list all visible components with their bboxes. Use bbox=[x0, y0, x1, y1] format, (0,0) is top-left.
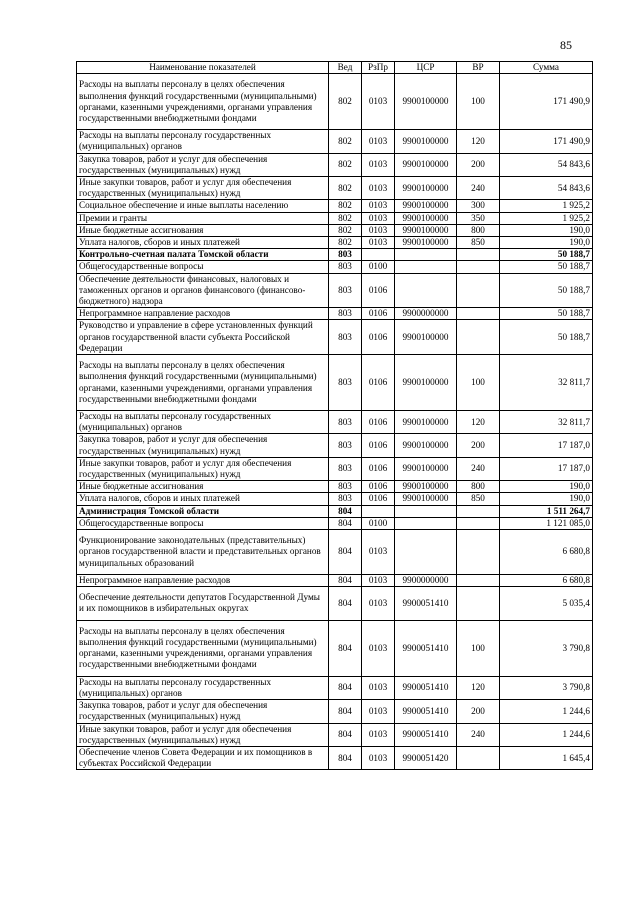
row-rzpr: 0103 bbox=[362, 224, 395, 236]
table-header-row bbox=[77, 62, 593, 74]
row-ved: 804 bbox=[329, 676, 362, 699]
row-ved: 804 bbox=[329, 723, 362, 746]
row-name: Общегосударственные вопросы bbox=[77, 517, 329, 529]
row-name: Уплата налогов, сборов и иных платежей bbox=[77, 493, 329, 505]
row-name: Непрограммное направление расходов bbox=[77, 574, 329, 586]
row-sum: 190,0 bbox=[500, 224, 593, 236]
table-row bbox=[77, 74, 593, 130]
row-sum: 1 244,6 bbox=[500, 700, 593, 723]
row-sum: 190,0 bbox=[500, 493, 593, 505]
row-csr: 9900100000 bbox=[395, 224, 457, 236]
row-rzpr: 0103 bbox=[362, 620, 395, 676]
row-csr: 9900100000 bbox=[395, 411, 457, 434]
row-rzpr: 0106 bbox=[362, 493, 395, 505]
table-row bbox=[77, 411, 593, 434]
row-sum: 50 188,7 bbox=[500, 273, 593, 308]
row-rzpr: 0103 bbox=[362, 700, 395, 723]
row-ved: 804 bbox=[329, 700, 362, 723]
table-row bbox=[77, 676, 593, 699]
row-csr: 9900051410 bbox=[395, 676, 457, 699]
row-ved: 803 bbox=[329, 481, 362, 493]
row-vr: 200 bbox=[457, 153, 500, 176]
table-row bbox=[77, 434, 593, 457]
table-row bbox=[77, 493, 593, 505]
row-name: Функционирование законодательных (представительных) органов государственной власти и представительных органов муниципальных образований bbox=[77, 530, 329, 575]
row-vr bbox=[457, 587, 500, 621]
table-row bbox=[77, 700, 593, 723]
header-rzpr: РзПр bbox=[362, 62, 395, 74]
header-ved: Вед bbox=[329, 62, 362, 74]
row-sum: 1 121 085,0 bbox=[500, 517, 593, 529]
row-csr: 9900100000 bbox=[395, 74, 457, 130]
row-name: Иные закупки товаров, работ и услуг для обеспечения государственных (муниципальных) нужд bbox=[77, 457, 329, 480]
table-row bbox=[77, 308, 593, 320]
header-vr: ВР bbox=[457, 62, 500, 74]
row-vr: 300 bbox=[457, 200, 500, 212]
row-csr: 9900100000 bbox=[395, 481, 457, 493]
row-vr: 120 bbox=[457, 411, 500, 434]
row-csr bbox=[395, 249, 457, 261]
row-sum: 5 035,4 bbox=[500, 587, 593, 621]
table-row bbox=[77, 746, 593, 769]
row-rzpr: 0106 bbox=[362, 457, 395, 480]
table-row bbox=[77, 481, 593, 493]
row-ved: 803 bbox=[329, 411, 362, 434]
row-csr: 9900051410 bbox=[395, 723, 457, 746]
row-vr: 850 bbox=[457, 237, 500, 249]
table-row bbox=[77, 620, 593, 676]
row-ved: 803 bbox=[329, 261, 362, 273]
table-row bbox=[77, 505, 593, 517]
row-name: Контрольно-счетная палата Томской области bbox=[77, 249, 329, 261]
row-rzpr: 0103 bbox=[362, 587, 395, 621]
row-csr: 9900051410 bbox=[395, 587, 457, 621]
row-name: Администрация Томской области bbox=[77, 505, 329, 517]
table-row bbox=[77, 574, 593, 586]
header-csr: ЦСР bbox=[395, 62, 457, 74]
row-vr: 240 bbox=[457, 177, 500, 200]
row-name: Расходы на выплаты персоналу государственных (муниципальных) органов bbox=[77, 130, 329, 153]
row-name: Расходы на выплаты персоналу государственных (муниципальных) органов bbox=[77, 676, 329, 699]
row-rzpr: 0103 bbox=[362, 153, 395, 176]
row-rzpr bbox=[362, 505, 395, 517]
row-ved: 803 bbox=[329, 320, 362, 355]
row-sum: 1 645,4 bbox=[500, 746, 593, 769]
row-rzpr: 0103 bbox=[362, 200, 395, 212]
table-row bbox=[77, 530, 593, 575]
row-rzpr: 0106 bbox=[362, 434, 395, 457]
row-name: Закупка товаров, работ и услуг для обеспечения государственных (муниципальных) нужд bbox=[77, 700, 329, 723]
row-name: Закупка товаров, работ и услуг для обеспечения государственных (муниципальных) нужд bbox=[77, 434, 329, 457]
row-sum: 190,0 bbox=[500, 481, 593, 493]
row-vr bbox=[457, 308, 500, 320]
row-rzpr: 0106 bbox=[362, 320, 395, 355]
row-sum: 6 680,8 bbox=[500, 530, 593, 575]
row-vr: 120 bbox=[457, 130, 500, 153]
row-rzpr: 0103 bbox=[362, 574, 395, 586]
row-ved: 803 bbox=[329, 273, 362, 308]
row-name: Обеспечение деятельности депутатов Государственной Думы и их помощников в избирательных округах bbox=[77, 587, 329, 621]
row-ved: 803 bbox=[329, 434, 362, 457]
row-ved: 804 bbox=[329, 746, 362, 769]
row-vr: 120 bbox=[457, 676, 500, 699]
table-row bbox=[77, 723, 593, 746]
row-vr: 100 bbox=[457, 620, 500, 676]
table-row bbox=[77, 249, 593, 261]
row-sum: 50 188,7 bbox=[500, 249, 593, 261]
row-csr bbox=[395, 505, 457, 517]
row-vr bbox=[457, 249, 500, 261]
row-rzpr: 0103 bbox=[362, 130, 395, 153]
row-vr bbox=[457, 746, 500, 769]
row-csr: 9900100000 bbox=[395, 493, 457, 505]
row-sum: 17 187,0 bbox=[500, 457, 593, 480]
row-sum: 6 680,8 bbox=[500, 574, 593, 586]
row-rzpr: 0106 bbox=[362, 308, 395, 320]
row-ved: 804 bbox=[329, 517, 362, 529]
row-ved: 804 bbox=[329, 620, 362, 676]
row-name: Закупка товаров, работ и услуг для обеспечения государственных (муниципальных) нужд bbox=[77, 153, 329, 176]
row-sum: 32 811,7 bbox=[500, 411, 593, 434]
row-name: Обеспечение членов Совета Федерации и их помощников в субъектах Российской Федерации bbox=[77, 746, 329, 769]
row-ved: 802 bbox=[329, 74, 362, 130]
table-row bbox=[77, 261, 593, 273]
row-ved: 802 bbox=[329, 153, 362, 176]
row-sum: 1 925,2 bbox=[500, 212, 593, 224]
row-csr: 9900100000 bbox=[395, 200, 457, 212]
row-ved: 804 bbox=[329, 574, 362, 586]
row-ved: 802 bbox=[329, 130, 362, 153]
row-csr: 9900100000 bbox=[395, 177, 457, 200]
row-rzpr: 0106 bbox=[362, 481, 395, 493]
row-rzpr bbox=[362, 249, 395, 261]
row-name: Уплата налогов, сборов и иных платежей bbox=[77, 237, 329, 249]
row-sum: 50 188,7 bbox=[500, 320, 593, 355]
header-sum: Сумма bbox=[500, 62, 593, 74]
row-csr: 9900100000 bbox=[395, 355, 457, 411]
table-row bbox=[77, 177, 593, 200]
row-name: Общегосударственные вопросы bbox=[77, 261, 329, 273]
row-sum: 1 244,6 bbox=[500, 723, 593, 746]
row-rzpr: 0106 bbox=[362, 411, 395, 434]
budget-table bbox=[76, 61, 593, 770]
row-csr: 9900100000 bbox=[395, 434, 457, 457]
row-csr bbox=[395, 517, 457, 529]
row-rzpr: 0103 bbox=[362, 530, 395, 575]
row-csr: 9900051420 bbox=[395, 746, 457, 769]
row-csr bbox=[395, 273, 457, 308]
row-rzpr: 0106 bbox=[362, 273, 395, 308]
row-name: Социальное обеспечение и иные выплаты населению bbox=[77, 200, 329, 212]
row-sum: 190,0 bbox=[500, 237, 593, 249]
row-vr: 240 bbox=[457, 457, 500, 480]
table-row bbox=[77, 355, 593, 411]
row-sum: 54 843,6 bbox=[500, 153, 593, 176]
row-csr: 9900000000 bbox=[395, 308, 457, 320]
row-vr bbox=[457, 574, 500, 586]
row-rzpr: 0100 bbox=[362, 261, 395, 273]
row-ved: 802 bbox=[329, 200, 362, 212]
row-sum: 1 511 264,7 bbox=[500, 505, 593, 517]
row-name: Непрограммное направление расходов bbox=[77, 308, 329, 320]
row-rzpr: 0103 bbox=[362, 74, 395, 130]
row-vr bbox=[457, 320, 500, 355]
row-sum: 1 925,2 bbox=[500, 200, 593, 212]
row-ved: 802 bbox=[329, 237, 362, 249]
row-csr: 9900100000 bbox=[395, 130, 457, 153]
row-rzpr: 0103 bbox=[362, 676, 395, 699]
table-row bbox=[77, 237, 593, 249]
row-csr bbox=[395, 530, 457, 575]
row-csr: 9900051410 bbox=[395, 700, 457, 723]
row-csr bbox=[395, 261, 457, 273]
row-ved: 802 bbox=[329, 177, 362, 200]
row-sum: 171 490,9 bbox=[500, 74, 593, 130]
table-row bbox=[77, 153, 593, 176]
row-ved: 802 bbox=[329, 224, 362, 236]
row-name: Руководство и управление в сфере установленных функций органов государственной власти субъекта Российской Федерации bbox=[77, 320, 329, 355]
row-name: Расходы на выплаты персоналу в целях обеспечения выполнения функций государственными (муниципальными) органами, казенными учреждениями, органами управления государственными внебюджетными фондами bbox=[77, 74, 329, 130]
page-number: 85 bbox=[560, 38, 572, 52]
row-csr: 9900100000 bbox=[395, 457, 457, 480]
row-vr: 850 bbox=[457, 493, 500, 505]
row-rzpr: 0103 bbox=[362, 177, 395, 200]
row-vr: 100 bbox=[457, 74, 500, 130]
row-rzpr: 0106 bbox=[362, 355, 395, 411]
row-sum: 32 811,7 bbox=[500, 355, 593, 411]
row-sum: 50 188,7 bbox=[500, 261, 593, 273]
row-name: Иные закупки товаров, работ и услуг для обеспечения государственных (муниципальных) нужд bbox=[77, 177, 329, 200]
row-csr: 9900100000 bbox=[395, 237, 457, 249]
table-row bbox=[77, 457, 593, 480]
table-row bbox=[77, 130, 593, 153]
row-vr: 800 bbox=[457, 481, 500, 493]
row-csr: 9900100000 bbox=[395, 212, 457, 224]
row-vr: 800 bbox=[457, 224, 500, 236]
row-ved: 803 bbox=[329, 308, 362, 320]
row-csr: 9900100000 bbox=[395, 153, 457, 176]
row-vr bbox=[457, 517, 500, 529]
row-rzpr: 0103 bbox=[362, 723, 395, 746]
row-vr: 200 bbox=[457, 434, 500, 457]
table-body bbox=[77, 74, 593, 770]
row-vr bbox=[457, 505, 500, 517]
row-vr bbox=[457, 530, 500, 575]
row-csr: 9900000000 bbox=[395, 574, 457, 586]
row-ved: 803 bbox=[329, 493, 362, 505]
row-name: Обеспечение деятельности финансовых, налоговых и таможенных органов и органов финансового (финансово-бюджетного) надзора bbox=[77, 273, 329, 308]
row-ved: 803 bbox=[329, 249, 362, 261]
row-sum: 54 843,6 bbox=[500, 177, 593, 200]
row-name: Иные бюджетные ассигнования bbox=[77, 481, 329, 493]
row-ved: 804 bbox=[329, 530, 362, 575]
table-row bbox=[77, 320, 593, 355]
row-vr: 100 bbox=[457, 355, 500, 411]
table-row bbox=[77, 517, 593, 529]
row-ved: 803 bbox=[329, 457, 362, 480]
row-csr: 9900051410 bbox=[395, 620, 457, 676]
row-name: Расходы на выплаты персоналу в целях обеспечения выполнения функций государственными (муниципальными) органами, казенными учреждениями, органами управления государственными внебюджетными фондами bbox=[77, 355, 329, 411]
row-ved: 802 bbox=[329, 212, 362, 224]
row-rzpr: 0103 bbox=[362, 746, 395, 769]
row-vr: 200 bbox=[457, 700, 500, 723]
row-vr: 350 bbox=[457, 212, 500, 224]
table-row bbox=[77, 273, 593, 308]
row-name: Иные закупки товаров, работ и услуг для обеспечения государственных (муниципальных) нужд bbox=[77, 723, 329, 746]
row-vr: 240 bbox=[457, 723, 500, 746]
row-csr: 9900100000 bbox=[395, 320, 457, 355]
row-vr bbox=[457, 273, 500, 308]
row-ved: 804 bbox=[329, 505, 362, 517]
row-rzpr: 0100 bbox=[362, 517, 395, 529]
row-sum: 50 188,7 bbox=[500, 308, 593, 320]
row-name: Премии и гранты bbox=[77, 212, 329, 224]
row-name: Расходы на выплаты персоналу государственных (муниципальных) органов bbox=[77, 411, 329, 434]
row-ved: 804 bbox=[329, 587, 362, 621]
row-rzpr: 0103 bbox=[362, 237, 395, 249]
row-name: Расходы на выплаты персоналу в целях обеспечения выполнения функций государственными (муниципальными) органами, казенными учреждениями, органами управления государственными внебюджетными фондами bbox=[77, 620, 329, 676]
table-row bbox=[77, 200, 593, 212]
table-row bbox=[77, 224, 593, 236]
row-vr bbox=[457, 261, 500, 273]
row-ved: 803 bbox=[329, 355, 362, 411]
row-sum: 3 790,8 bbox=[500, 620, 593, 676]
row-name: Иные бюджетные ассигнования bbox=[77, 224, 329, 236]
row-rzpr: 0103 bbox=[362, 212, 395, 224]
row-sum: 171 490,9 bbox=[500, 130, 593, 153]
row-sum: 3 790,8 bbox=[500, 676, 593, 699]
table-row bbox=[77, 212, 593, 224]
header-name: Наименование показателей bbox=[77, 62, 329, 74]
table-row bbox=[77, 587, 593, 621]
row-sum: 17 187,0 bbox=[500, 434, 593, 457]
